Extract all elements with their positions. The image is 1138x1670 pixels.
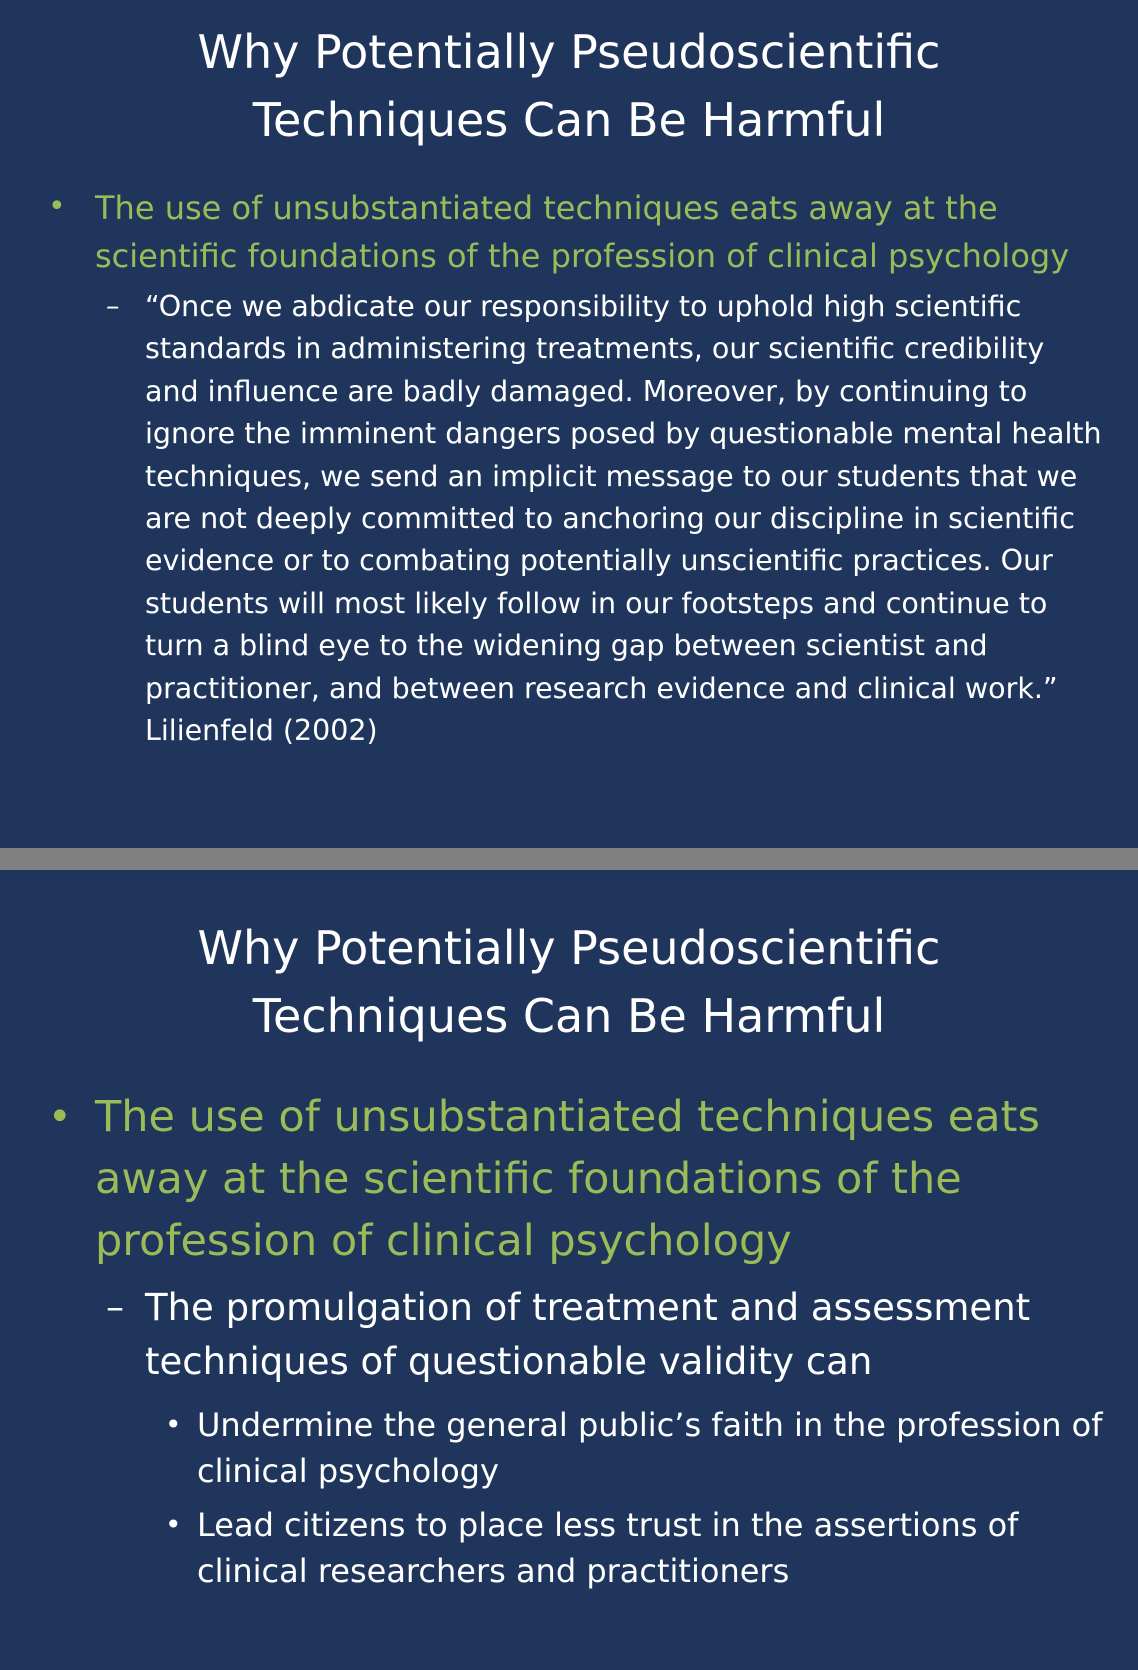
slide-title xyxy=(0,914,1138,1050)
title-line-2: Techniques Can Be Harmful xyxy=(252,93,886,147)
main-bullet-text: The use of unsubstantiated techniques eats away at the scientific foundations of the profession of clinical psychology xyxy=(95,189,1070,275)
third-level-bullet-text: Undermine the general public’s faith in the profession of clinical psychology xyxy=(197,1406,1103,1490)
bullet-icon: • xyxy=(165,1408,182,1441)
title-line-1: Why Potentially Pseudoscientific xyxy=(197,25,941,79)
title-line-2: Techniques Can Be Harmful xyxy=(252,989,886,1043)
bullet-icon: • xyxy=(48,189,66,224)
bullet-icon: • xyxy=(48,1094,72,1140)
bullet-icon: • xyxy=(165,1508,182,1541)
main-bullet-text: The use of unsubstantiated techniques eats away at the scientific foundations of the profession of clinical psychology xyxy=(95,1092,1040,1266)
third-level-bullet-text: Lead citizens to place less trust in the assertions of clinical researchers and practitioners xyxy=(197,1506,1019,1590)
quote-text: “Once we abdicate our responsibility to uphold high scientific standards in administering treatments, our scientific credibility and influence are badly damaged. Moreover, by continuing to ignore the imminent dangers posed by questionable mental health techniques, we send an implicit message to our students that we are not deeply committed to anchoring our discipline in scientific evidence or to combating potentially unscientific practices. Our students will most likely follow in our footsteps and continue to turn a blind eye to the widening gap between scientist and practitioner, and between research evidence and clinical work.” Lilienfeld (2002) xyxy=(145,290,1102,748)
dash-icon: – xyxy=(106,1287,124,1328)
sub-bullet-text: The promulgation of treatment and assessment techniques of questionable validity can xyxy=(145,1286,1031,1383)
slide-divider xyxy=(0,848,1138,870)
slide-title xyxy=(0,18,1138,154)
slide-2 xyxy=(0,870,1138,1670)
title-line-1: Why Potentially Pseudoscientific xyxy=(197,921,941,975)
dash-icon: – xyxy=(106,291,120,322)
